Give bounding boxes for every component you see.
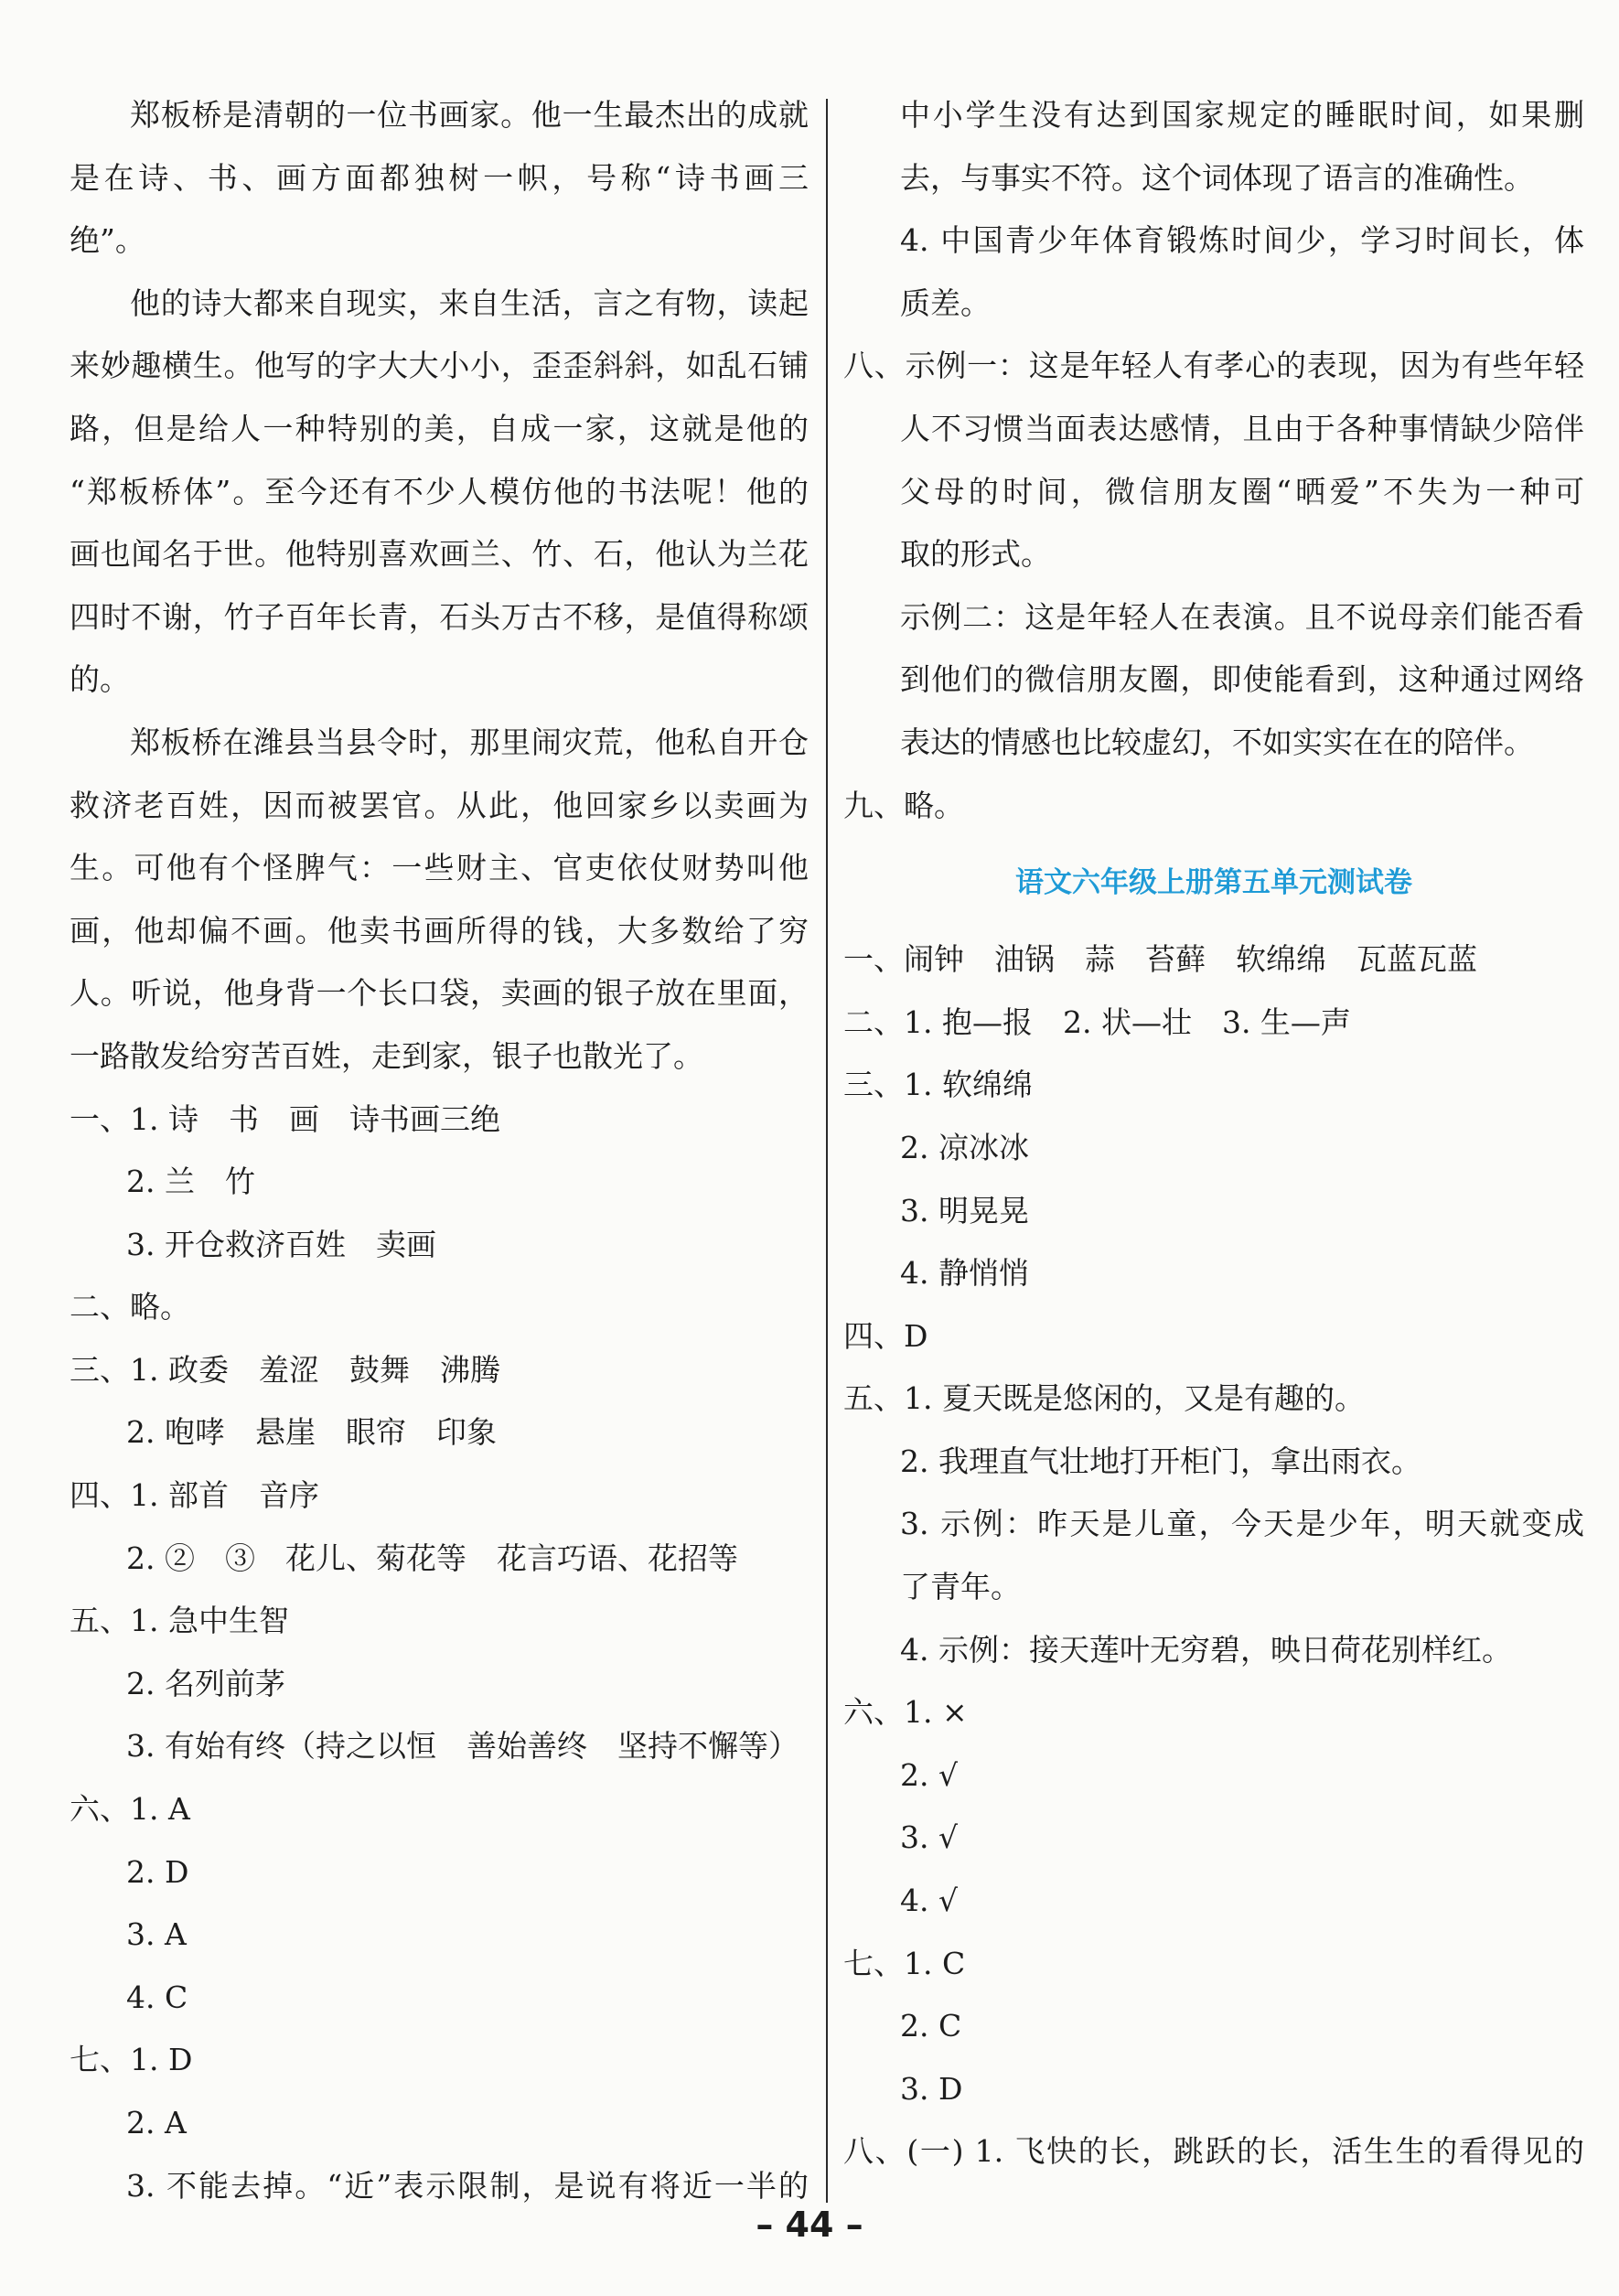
text-line: 七、1. D bbox=[70, 2042, 193, 2078]
text-line: 到他们的微信朋友圈，即使能看到，这种通过网络 bbox=[900, 661, 1584, 698]
text-line: 郑板桥是清朝的一位书画家。他一生最杰出的成就 bbox=[130, 97, 809, 133]
text-line: 路，但是给人一种特别的美，自成一家，这就是他的 bbox=[70, 410, 809, 446]
text-line: 的。 bbox=[70, 661, 130, 698]
text-line: 4. 静悄悄 bbox=[900, 1255, 1029, 1292]
text-line: 父母的时间，微信朋友圈“晒爱”不失为一种可 bbox=[900, 473, 1584, 510]
text-line: 郑板桥在潍县当县令时，那里闹灾荒，他私自开仓 bbox=[130, 724, 809, 760]
text-line: 4. 中国青少年体育锻炼时间少，学习时间长，体 bbox=[900, 222, 1584, 259]
text-line: “郑板桥体”。至今还有不少人模仿他的书法呢！他的 bbox=[70, 473, 809, 510]
text-line: 示例二：这是年轻人在表演。且不说母亲们能否看 bbox=[900, 598, 1584, 635]
text-line: 人不习惯当面表达感情，且由于各种事情缺少陪伴 bbox=[900, 410, 1584, 446]
text-line: 3. 有始有终（持之以恒 善始善终 坚持不懈等） bbox=[126, 1728, 799, 1765]
text-line: 了青年。 bbox=[900, 1569, 1021, 1605]
right-column bbox=[843, 84, 1584, 2183]
text-line: 2. 凉冰冰 bbox=[900, 1129, 1029, 1165]
text-line: 六、1. A bbox=[70, 1791, 190, 1828]
text-line: 三、1. 政委 羞涩 鼓舞 沸腾 bbox=[70, 1351, 500, 1388]
text-line: 2. A bbox=[126, 2105, 187, 2140]
text-line: 画，他却偏不画。他卖书画所得的钱，大多数给了穷 bbox=[70, 912, 809, 949]
left-column bbox=[70, 84, 809, 2217]
text-line: 一、1. 诗 书 画 诗书画三绝 bbox=[70, 1100, 500, 1137]
text-line: 生。可他有个怪脾气：一些财主、官吏依仗财势叫他 bbox=[70, 850, 809, 886]
text-line: 2. 我理直气壮地打开柜门，拿出雨衣。 bbox=[900, 1443, 1421, 1479]
text-line: 五、1. 急中生智 bbox=[70, 1603, 289, 1639]
text-line: 一、闹钟 油锅 蒜 苔藓 软绵绵 瓦蓝瓦蓝 bbox=[843, 941, 1477, 978]
text-line: 八、(一) 1. 飞快的长，跳跃的长，活生生的看得见的 bbox=[843, 2133, 1584, 2170]
text-line: 是在诗、书、画方面都独树一帜，号称“诗书画三 bbox=[70, 159, 809, 196]
text-line: 取的形式。 bbox=[900, 536, 1051, 573]
text-line: 4. C bbox=[126, 1979, 188, 2015]
text-line: 画也闻名于世。他特别喜欢画兰、竹、石，他认为兰花 bbox=[70, 536, 809, 573]
text-line: 六、1. × bbox=[843, 1694, 968, 1731]
text-line: 救济老百姓，因而被罢官。从此，他回家乡以卖画为 bbox=[70, 787, 809, 823]
text-line: 3. 明晃晃 bbox=[900, 1192, 1029, 1228]
text-line: 绝”。 bbox=[70, 222, 145, 259]
text-line: 2. C bbox=[900, 2008, 962, 2044]
text-line: 五、1. 夏天既是悠闲的，又是有趣的。 bbox=[843, 1380, 1365, 1417]
page-number: – 44 – bbox=[756, 2205, 863, 2245]
right-column-top bbox=[843, 84, 1584, 837]
text-line: 三、1. 软绵绵 bbox=[843, 1067, 1033, 1103]
column-divider bbox=[826, 99, 828, 2203]
text-line: 二、1. 抱—报 2. 状—壮 3. 生—声 bbox=[843, 1003, 1351, 1040]
right-column-bottom bbox=[843, 928, 1584, 2183]
text-line: 2. 咆哮 悬崖 眼帘 印象 bbox=[126, 1414, 497, 1451]
text-line: 人。听说，他身背一个长口袋，卖画的银子放在里面， bbox=[70, 975, 809, 1012]
text-line: 四时不谢，竹子百年长青，石头万古不移，是值得称颂 bbox=[70, 598, 809, 635]
text-line: 3. √ bbox=[900, 1819, 959, 1856]
text-line: 来妙趣横生。他写的字大大小小，歪歪斜斜，如乱石铺 bbox=[70, 348, 809, 384]
text-line: 二、略。 bbox=[70, 1289, 190, 1325]
text-line: 质差。 bbox=[900, 284, 991, 321]
text-line: 3. A bbox=[126, 1916, 187, 1953]
text-line: 四、D bbox=[843, 1317, 928, 1354]
text-line: 七、1. C bbox=[843, 1945, 966, 1981]
text-line: 2. D bbox=[126, 1853, 189, 1890]
text-line: 去，与事实不符。这个词体现了语言的准确性。 bbox=[900, 159, 1534, 196]
text-line: 中小学生没有达到国家规定的睡眠时间，如果删 bbox=[900, 97, 1584, 133]
text-line: 四、1. 部首 音序 bbox=[70, 1477, 319, 1514]
text-line: 3. 示例：昨天是儿童，今天是少年，明天就变成 bbox=[900, 1506, 1584, 1542]
text-line: 八、示例一：这是年轻人有孝心的表现，因为有些年轻 bbox=[843, 348, 1584, 384]
text-line: 2. 名列前茅 bbox=[126, 1665, 285, 1701]
text-line: 2. ② ③ 花儿、菊花等 花言巧语、花招等 bbox=[126, 1540, 738, 1576]
text-line: 一路散发给穷苦百姓，走到家，银子也散光了。 bbox=[70, 1037, 703, 1074]
text-line: 3. 不能去掉。“近”表示限制，是说有将近一半的 bbox=[126, 2167, 809, 2204]
text-line: 2. √ bbox=[900, 1756, 959, 1793]
text-line: 九、略。 bbox=[843, 787, 964, 823]
section-title: 语文六年级上册第五单元测试卷 bbox=[1015, 866, 1412, 900]
text-line: 表达的情感也比较虚幻，不如实实在在的陪伴。 bbox=[900, 724, 1534, 760]
text-line: 2. 兰 竹 bbox=[126, 1164, 255, 1200]
text-line: 4. 示例：接天莲叶无穷碧，映日荷花别样红。 bbox=[900, 1631, 1512, 1668]
text-line: 4. √ bbox=[900, 1883, 959, 1919]
text-line: 他的诗大都来自现实，来自生活，言之有物，读起 bbox=[130, 284, 809, 321]
text-line: 3. D bbox=[900, 2070, 963, 2107]
text-line: 3. 开仓救济百姓 卖画 bbox=[126, 1226, 436, 1262]
